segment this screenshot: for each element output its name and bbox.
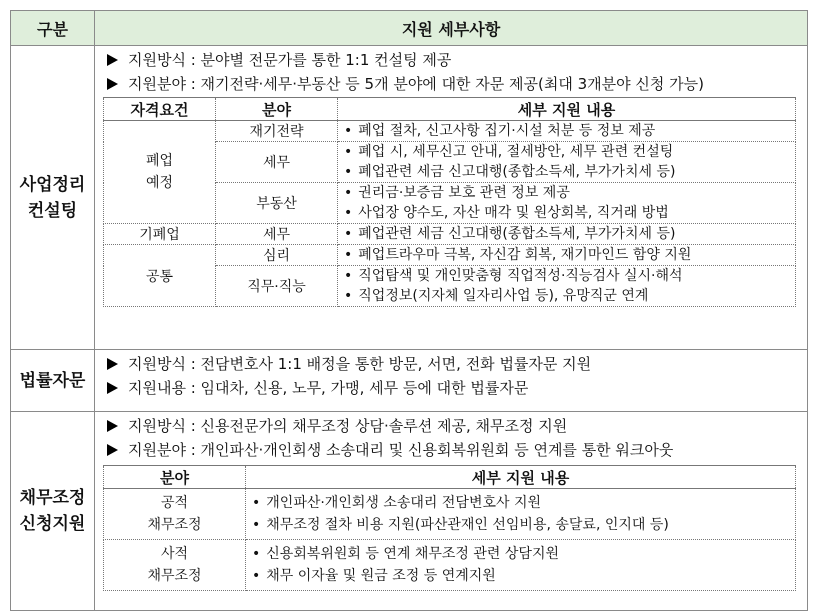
triangle-bullet-icon — [107, 444, 118, 456]
section-title-line: 신청지원 — [19, 514, 86, 534]
point-item: 지원방식 : 전담변호사 1:1 배정을 통한 방문, 서면, 전화 법률자문 지원 — [103, 352, 799, 376]
detail-cell — [338, 224, 796, 245]
list-item: • 개인파산·개인회생 소송대리 전담변호사 지원 — [252, 495, 542, 511]
header-details: 지원 세부사항 — [95, 11, 808, 46]
field-cell: 세무 — [216, 224, 338, 245]
table-row — [104, 489, 796, 540]
list-item: • 직업정보(지자체 일자리사업 등), 유망직군 연계 — [344, 288, 649, 304]
list-item: • 폐업 절차, 신고사항 집기·시설 처분 등 정보 제공 — [344, 123, 656, 139]
point-item: 지원방식 : 신용전문가의 채무조정 상담·솔루션 제공, 채무조정 지원 — [103, 414, 799, 438]
point-item: 지원방식 : 분야별 전문가를 통한 1:1 컨설팅 제공 — [103, 48, 799, 72]
detail-cell — [246, 489, 796, 540]
detail-cell — [338, 245, 796, 266]
field-cell: 재기전략 — [216, 121, 338, 142]
table-row — [104, 121, 796, 142]
table-row — [104, 245, 796, 266]
section-title — [11, 46, 95, 350]
triangle-bullet-icon — [107, 54, 118, 66]
table-row — [104, 540, 796, 591]
col-header-field: 분야 — [216, 98, 338, 121]
list-item: • 신용회복위원회 등 연계 채무조정 관련 상담지원 — [252, 546, 559, 562]
support-details-table — [10, 10, 808, 611]
col-header-field: 분야 — [104, 466, 246, 489]
col-header-eligibility: 자격요건 — [104, 98, 216, 121]
header-category: 구분 — [11, 11, 95, 46]
triangle-bullet-icon — [107, 382, 118, 394]
section-content — [95, 46, 808, 350]
consulting-detail-table — [103, 97, 796, 307]
section-business-closure-consulting — [11, 46, 808, 350]
point-item: 지원내용 : 임대차, 신용, 노무, 가맹, 세무 등에 대한 법률자문 — [103, 376, 799, 400]
section-title — [11, 412, 95, 611]
section-title — [11, 350, 95, 412]
group-label: 폐업 예정 — [104, 121, 216, 224]
list-item: • 폐업관련 세금 신고대행(종합소득세, 부가가치세 등) — [344, 164, 676, 180]
field-cell: 부동산 — [216, 183, 338, 224]
detail-cell — [338, 183, 796, 224]
list-item: • 채무조정 절차 비용 지원(파산관재인 선임비용, 송달료, 인지대 등) — [252, 517, 669, 533]
detail-cell — [338, 266, 796, 307]
section-title-line: 컨설팅 — [27, 200, 78, 221]
section-title-line: 채무조정 — [19, 488, 86, 508]
list-item: • 폐업트라우마 극복, 자신감 회복, 재기마인드 함양 지원 — [344, 247, 692, 263]
triangle-bullet-icon — [107, 420, 118, 432]
header-row — [11, 11, 808, 46]
section-content — [95, 350, 808, 412]
list-item: • 직업탐색 및 개인맞춤형 직업적성·직능검사 실시·해석 — [344, 268, 683, 284]
point-item: 지원분야 : 개인파산·개인회생 소송대리 및 신용회복위원회 등 연계를 통한 워크아웃 — [103, 438, 799, 462]
inner-header-row — [104, 98, 796, 121]
field-cell: 심리 — [216, 245, 338, 266]
section-title-line: 법률자문 — [19, 370, 86, 391]
list-item: • 권리금·보증금 보호 관련 정보 제공 — [344, 185, 570, 201]
group-label: 공통 — [104, 245, 216, 307]
col-header-details: 세부 지원 내용 — [246, 466, 796, 489]
debt-detail-table — [103, 465, 796, 591]
table-row — [104, 224, 796, 245]
section-title-line: 사업정리 — [19, 174, 86, 195]
list-item: • 폐업 시, 세무신고 안내, 절세방안, 세무 관련 컨설팅 — [344, 144, 674, 160]
detail-cell — [338, 121, 796, 142]
detail-cell — [246, 540, 796, 591]
list-item: • 사업장 양수도, 자산 매각 및 원상회복, 직거래 방법 — [344, 205, 669, 221]
col-header-details: 세부 지원 내용 — [338, 98, 796, 121]
field-cell: 공적 채무조정 — [104, 489, 246, 540]
triangle-bullet-icon — [107, 78, 118, 90]
section-debt-adjustment — [11, 412, 808, 611]
triangle-bullet-icon — [107, 358, 118, 370]
section-legal-advice — [11, 350, 808, 412]
group-label: 기폐업 — [104, 224, 216, 245]
field-cell: 사적 채무조정 — [104, 540, 246, 591]
list-item: • 폐업관련 세금 신고대행(종합소득세, 부가가치세 등) — [344, 226, 676, 242]
list-item: • 채무 이자율 및 원금 조정 등 연계지원 — [252, 568, 496, 584]
field-cell: 직무·직능 — [216, 266, 338, 307]
detail-cell — [338, 142, 796, 183]
inner-header-row — [104, 466, 796, 489]
section-content — [95, 412, 808, 611]
point-item: 지원분야 : 재기전략·세무·부동산 등 5개 분야에 대한 자문 제공(최대 3개분야 신청 가능) — [103, 72, 799, 96]
field-cell: 세무 — [216, 142, 338, 183]
